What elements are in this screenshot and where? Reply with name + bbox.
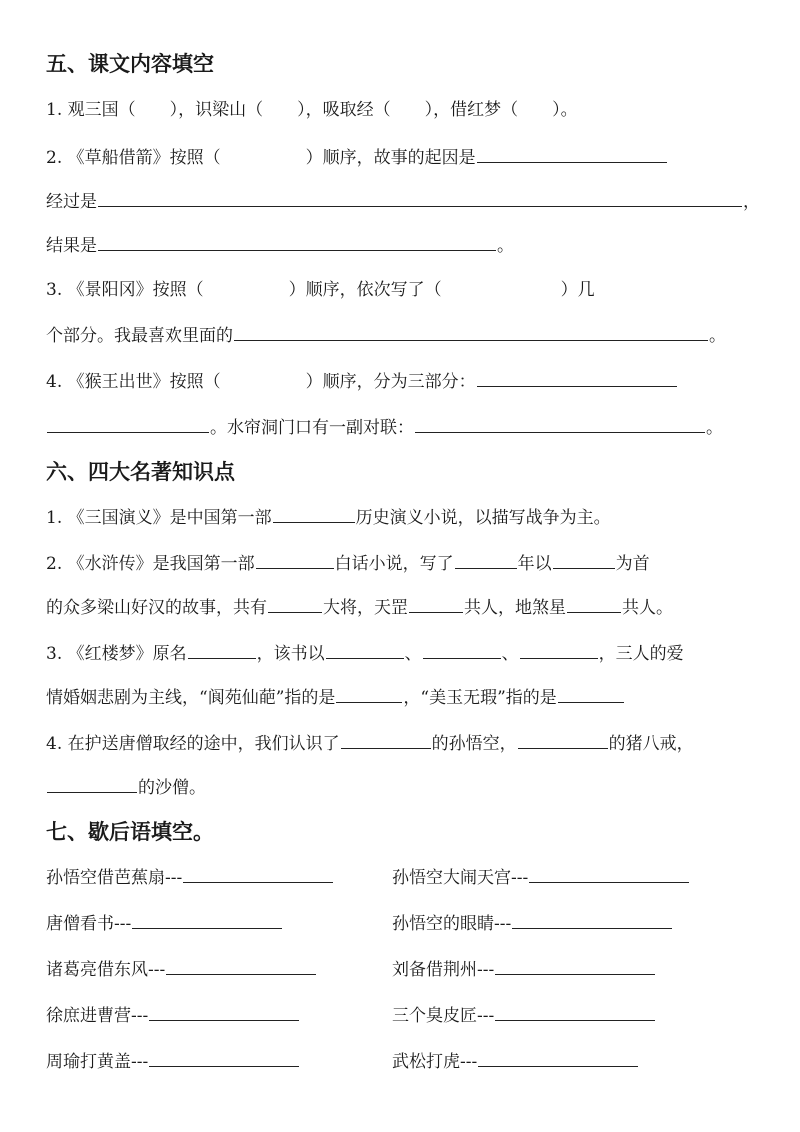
s7-item-left-2-blank[interactable] xyxy=(132,910,282,929)
s6-q4-text-d: 的沙僧。 xyxy=(138,778,206,798)
s7-item-left-1 xyxy=(46,864,334,890)
s7-item-left-3-blank[interactable] xyxy=(166,956,316,975)
s5-q4-blank-parts-2[interactable] xyxy=(47,414,209,433)
s5-q4-text-b-end: 。 xyxy=(706,418,723,438)
s7-item-left-5-text: 周瑜打黄盖--- xyxy=(46,1052,149,1072)
s6-q3-blank-6[interactable] xyxy=(558,684,624,703)
s6-question-4 xyxy=(46,730,694,756)
s6-q3-blank-2[interactable] xyxy=(326,640,404,659)
s6-q2-text-a: 2. 《水浒传》是我国第一部 xyxy=(46,554,255,574)
s7-item-right-3-text: 刘备借荆州--- xyxy=(392,960,495,980)
s5-q3-text-b: 个部分。我最喜欢里面的 xyxy=(46,326,233,346)
section6-heading: 六、四大名著知识点 xyxy=(46,460,235,484)
s7-item-left-4 xyxy=(46,1002,300,1028)
s7-item-right-2 xyxy=(392,910,673,936)
s7-item-right-2-blank[interactable] xyxy=(512,910,672,929)
s6-q1-text-b: 历史演义小说，以描写战争为主。 xyxy=(355,508,611,528)
s6-q4-text-c: 的猪八戒， xyxy=(608,734,694,754)
s5-q2-text-b: 经过是 xyxy=(46,192,97,212)
s6-q3-blank-5[interactable] xyxy=(336,684,402,703)
s6-q1-text-a: 1. 《三国演义》是中国第一部 xyxy=(46,508,272,528)
s6-question-1 xyxy=(46,504,611,530)
s5-q2-blank-result[interactable] xyxy=(98,232,496,251)
s7-item-right-3 xyxy=(392,956,656,982)
s7-item-right-5 xyxy=(392,1048,639,1074)
s6-question-3-line2 xyxy=(46,684,625,710)
s5-q4-text-a: 4. 《猴王出世》按照（ ）顺序，分为三部分： xyxy=(46,372,476,392)
s6-q2-text-d: 为首 xyxy=(615,554,650,574)
s6-question-2 xyxy=(46,550,650,576)
section7-heading: 七、歇后语填空。 xyxy=(46,820,214,844)
s5-question-2-line3 xyxy=(46,232,514,258)
s7-item-right-4-blank[interactable] xyxy=(495,1002,655,1021)
s6-q3-text-f: 情婚姻悲剧为主线，“阆苑仙葩”指的是 xyxy=(46,688,336,708)
s6-question-4-line2 xyxy=(46,774,206,800)
s5-q2-text-a: 2. 《草船借箭》按照（ ）顺序，故事的起因是 xyxy=(46,148,476,168)
s6-q2-blank-5[interactable] xyxy=(409,594,463,613)
s7-item-left-2-text: 唐僧看书--- xyxy=(46,914,132,934)
s6-q3-blank-1[interactable] xyxy=(188,640,256,659)
s7-item-right-5-blank[interactable] xyxy=(478,1048,638,1067)
s7-item-left-1-blank[interactable] xyxy=(183,864,333,883)
s7-item-left-3-text: 诸葛亮借东风--- xyxy=(46,960,166,980)
s6-q3-text-b: ，该书以 xyxy=(256,644,325,664)
s6-q1-blank[interactable] xyxy=(273,504,355,523)
s7-item-right-2-text: 孙悟空的眼睛--- xyxy=(392,914,512,934)
s6-q3-text-d: 、 xyxy=(501,644,519,664)
s7-item-right-5-text: 武松打虎--- xyxy=(392,1052,478,1072)
s7-item-right-1-blank[interactable] xyxy=(529,864,689,883)
s5-q1-text: 1. 观三国（ ），识梁山（ ），吸取经（ ），借红梦（ ）。 xyxy=(46,100,578,120)
s5-q4-blank-parts[interactable] xyxy=(477,368,677,387)
s6-q2-text-b: 白话小说，写了 xyxy=(334,554,454,574)
s7-item-left-5 xyxy=(46,1048,300,1074)
s5-q3-text-a: 3. 《景阳冈》按照（ ）顺序，依次写了（ ）几 xyxy=(46,280,595,300)
s5-q2-blank-process[interactable] xyxy=(98,188,742,207)
s6-q3-blank-4[interactable] xyxy=(520,640,598,659)
s7-item-left-1-text: 孙悟空借芭蕉扇--- xyxy=(46,868,183,888)
s5-question-4-line2 xyxy=(46,414,723,440)
s7-item-right-4-text: 三个臭皮匠--- xyxy=(392,1006,495,1026)
s5-q2-text-c: 结果是 xyxy=(46,236,97,256)
s6-q4-blank-3[interactable] xyxy=(47,774,137,793)
s5-q4-blank-couplet[interactable] xyxy=(415,414,705,433)
s6-q2-text-f: 大将，天罡 xyxy=(323,598,408,618)
s6-q2-blank-2[interactable] xyxy=(455,550,517,569)
s6-question-3 xyxy=(46,640,684,666)
s5-q3-blank-favorite[interactable] xyxy=(234,322,708,341)
s6-q3-text-a: 3. 《红楼梦》原名 xyxy=(46,644,187,664)
s6-q2-blank-1[interactable] xyxy=(256,550,334,569)
s6-q4-text-b: 的孙悟空， xyxy=(431,734,517,754)
s5-question-3-line2 xyxy=(46,322,726,348)
s6-q4-text-a: 4. 在护送唐僧取经的途中，我们认识了 xyxy=(46,734,340,754)
s6-q4-blank-1[interactable] xyxy=(341,730,431,749)
s7-item-right-4 xyxy=(392,1002,656,1028)
s7-item-right-3-blank[interactable] xyxy=(495,956,655,975)
s7-item-left-2 xyxy=(46,910,283,936)
s6-q3-text-g: ，“美玉无瑕”指的是 xyxy=(403,688,557,708)
s5-q4-text-b: 。水帘洞门口有一副对联： xyxy=(210,418,414,438)
section5-heading: 五、课文内容填空 xyxy=(46,52,214,76)
s6-q2-text-h: 共人。 xyxy=(622,598,673,618)
s5-q3-text-b-end: 。 xyxy=(709,326,726,346)
s5-question-2 xyxy=(46,144,668,170)
s5-question-2-line2 xyxy=(46,188,760,214)
s7-item-left-3 xyxy=(46,956,317,982)
s5-q2-text-c-end: 。 xyxy=(497,236,514,256)
s7-item-right-1 xyxy=(392,864,690,890)
s7-item-left-4-text: 徐庶进曹营--- xyxy=(46,1006,149,1026)
s7-item-left-5-blank[interactable] xyxy=(149,1048,299,1067)
s5-question-3 xyxy=(46,278,595,302)
s6-question-2-line2 xyxy=(46,594,673,620)
s6-q4-blank-2[interactable] xyxy=(518,730,608,749)
s6-q2-blank-3[interactable] xyxy=(553,550,615,569)
s5-question-4 xyxy=(46,368,678,394)
s6-q2-blank-6[interactable] xyxy=(567,594,621,613)
s5-q2-text-b-end: ， xyxy=(743,192,760,212)
s6-q2-text-e: 的众多梁山好汉的故事，共有 xyxy=(46,598,267,618)
s6-q2-text-g: 共人，地煞星 xyxy=(464,598,566,618)
s6-q2-blank-4[interactable] xyxy=(268,594,322,613)
s6-q3-text-e: ，三人的爱 xyxy=(598,644,684,664)
s7-item-right-1-text: 孙悟空大闹天宫--- xyxy=(392,868,529,888)
s5-q2-blank-cause[interactable] xyxy=(477,144,667,163)
s6-q3-blank-3[interactable] xyxy=(423,640,501,659)
s6-q2-text-c: 年以 xyxy=(517,554,552,574)
s6-q3-text-c: 、 xyxy=(404,644,422,664)
s7-item-left-4-blank[interactable] xyxy=(149,1002,299,1021)
s5-question-1 xyxy=(46,98,578,122)
